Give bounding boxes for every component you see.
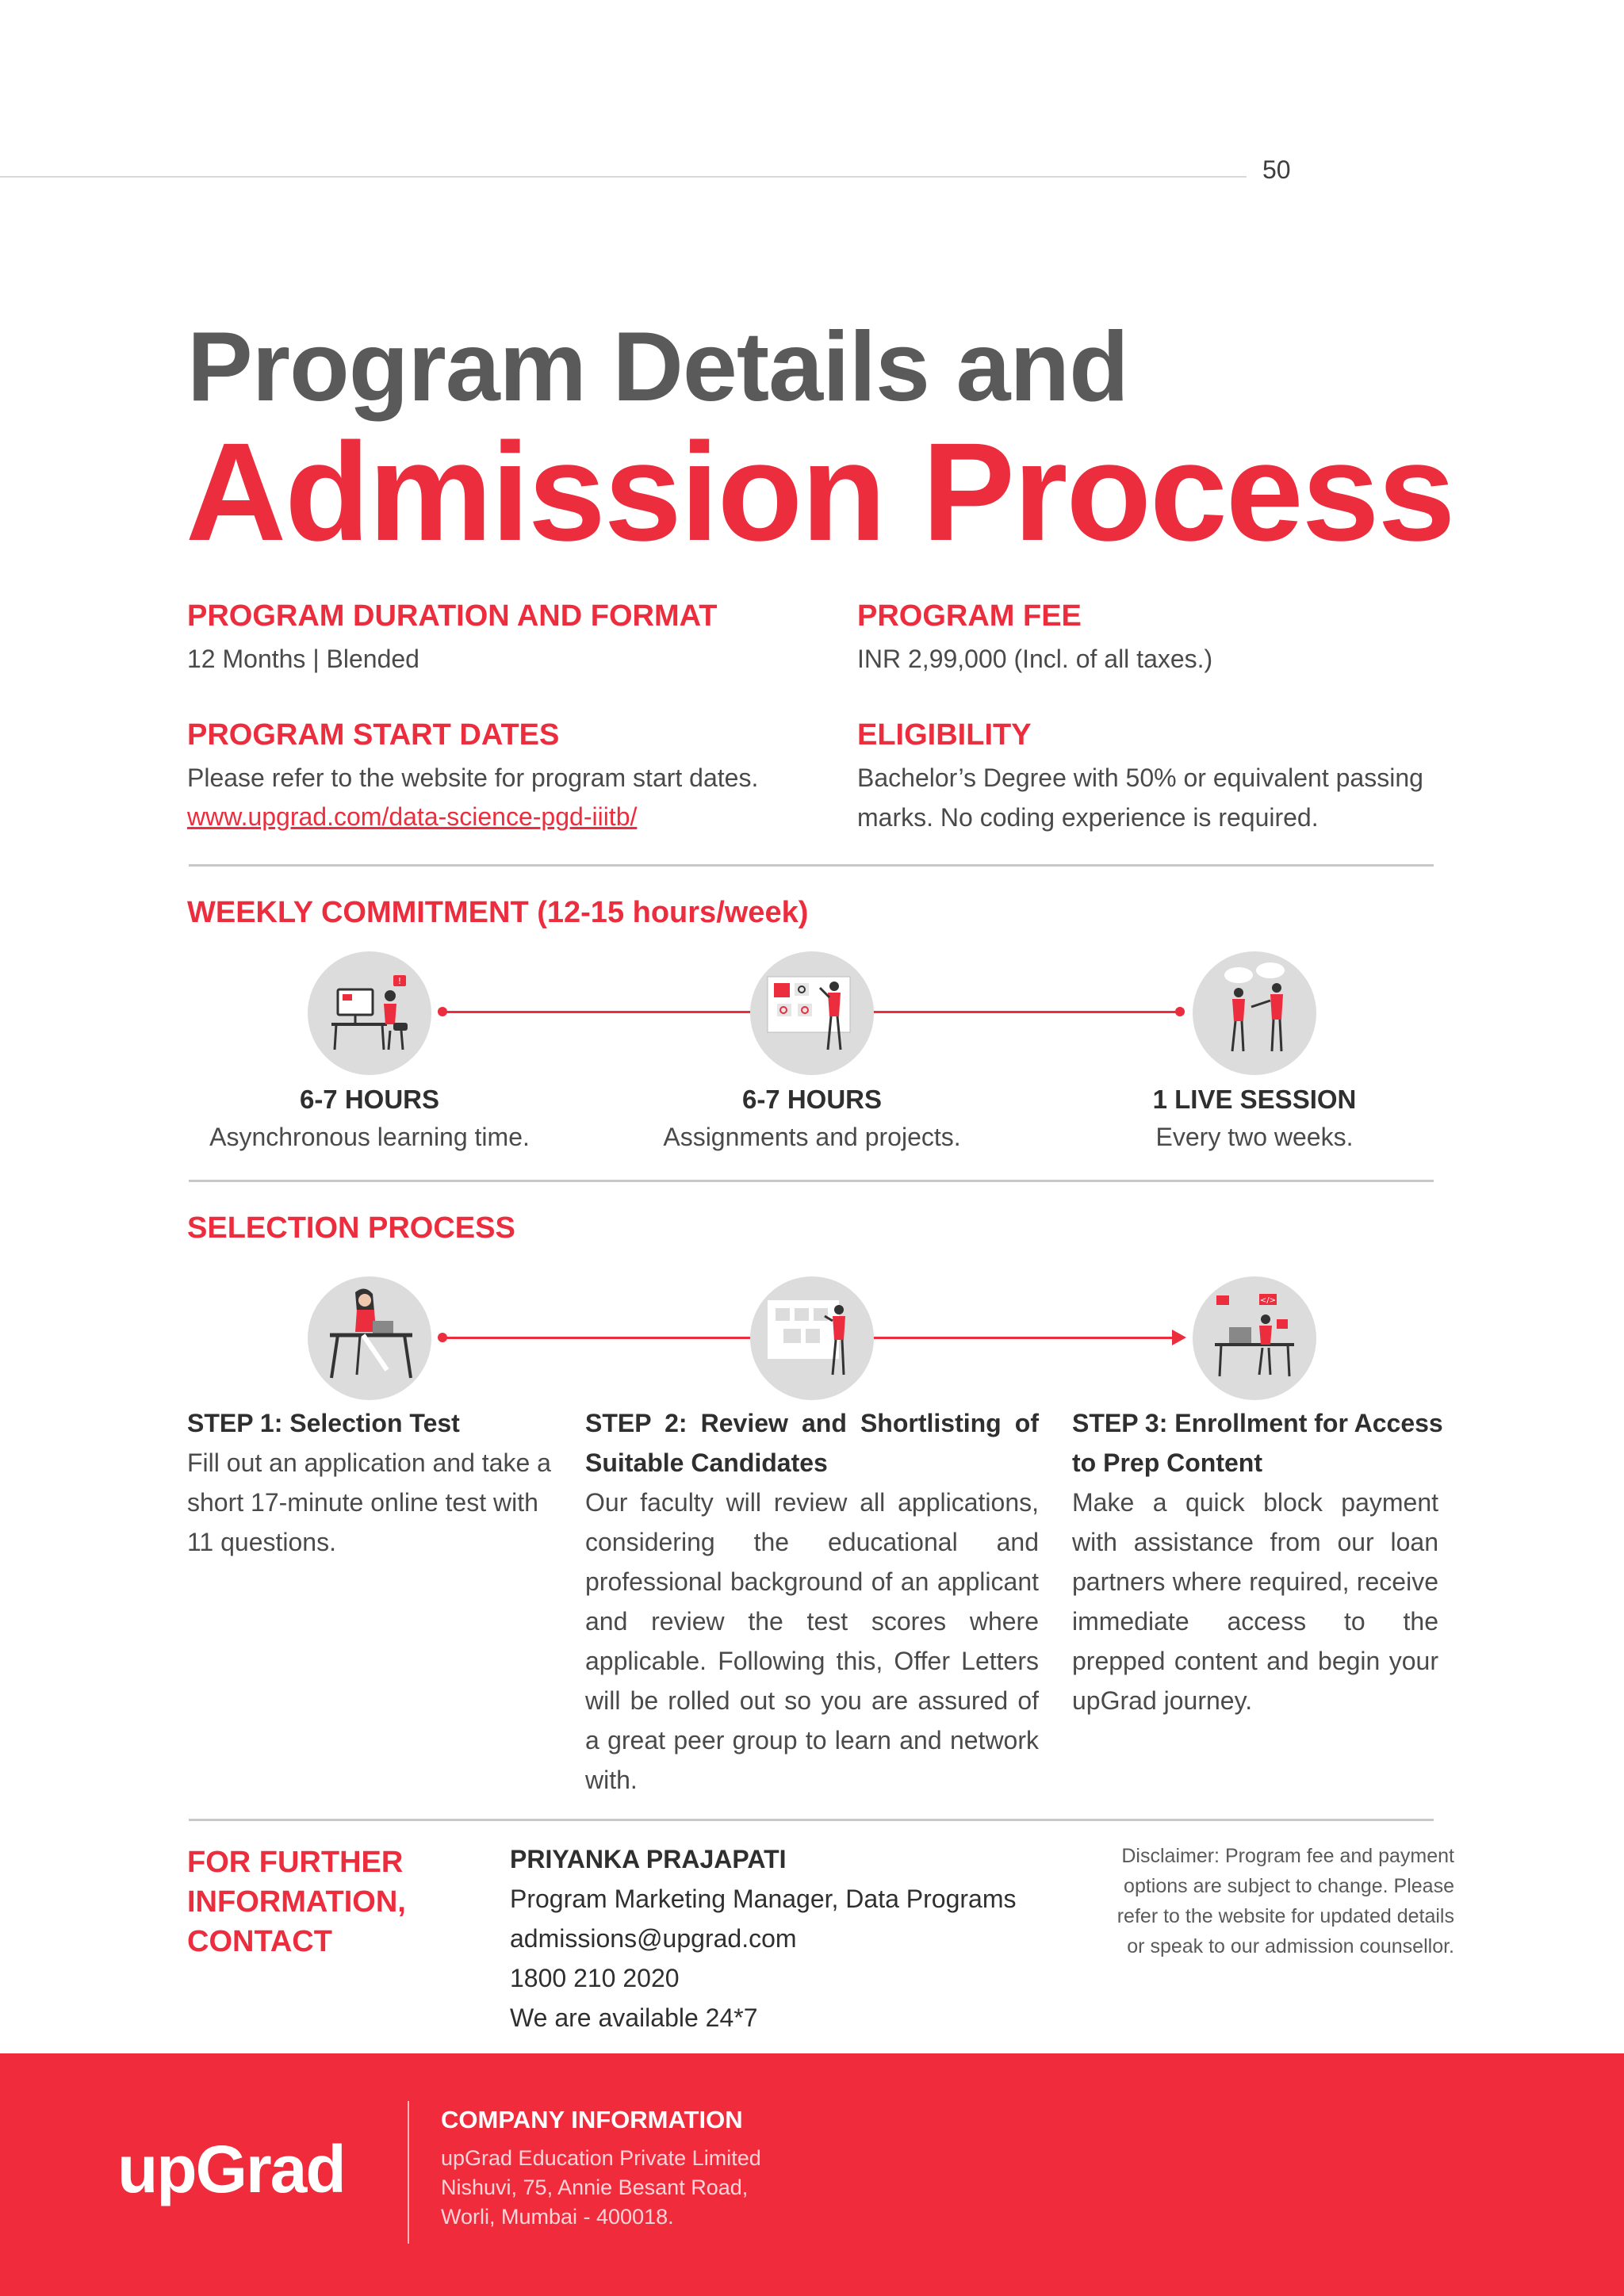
selection-connector-2 <box>872 1337 1175 1339</box>
weekly-item-2-title: 6-7 HOURS <box>741 1085 883 1114</box>
weekly-heading: WEEKLY COMMITMENT (12-15 hours/week) <box>187 896 809 929</box>
connector-dot <box>438 1333 447 1342</box>
step-1-title: STEP 1: Selection Test <box>187 1409 460 1437</box>
page-title-line-1: Program Details and <box>187 312 1128 422</box>
upgrad-logo: upGrad <box>117 2132 345 2206</box>
eligibility-heading: ELIGIBILITY <box>857 718 1032 752</box>
divider <box>189 1180 1434 1182</box>
arrow-head-icon <box>1172 1330 1186 1345</box>
weekly-connector-2 <box>872 1011 1180 1013</box>
header-rule <box>0 176 1247 178</box>
disclaimer-line: options are subject to change. Please <box>1124 1875 1454 1897</box>
person-coding-at-laptop-icon <box>1193 1276 1316 1400</box>
connector-dot <box>1175 1007 1185 1016</box>
disclaimer-line: Disclaimer: Program fee and payment <box>1121 1845 1454 1867</box>
eligibility-text: Bachelor’s Degree with 50% or equivalent passing marks. No coding experience is required. <box>857 763 1423 832</box>
contact-role: Program Marketing Manager, Data Programs <box>510 1885 1017 1913</box>
divider <box>189 1819 1434 1821</box>
connector-dot <box>438 1007 447 1016</box>
contact-email[interactable]: admissions@upgrad.com <box>510 1924 797 1953</box>
weekly-item-3-subtitle: Every two weeks. <box>1155 1123 1354 1151</box>
duration-text: 12 Months | Blended <box>187 645 419 673</box>
step-2-title: STEP 2: Review and Shortlisting of Suitable Candidates <box>585 1409 1039 1477</box>
person-with-board-icon <box>750 951 874 1075</box>
step-2-body: Our faculty will review all applications, considering the educational and professional background of an applicant and review the test scores where applicable. Following this, Offer Letters will be rolled out so you are assured of a great peer group to learn and network with. <box>585 1488 1039 1794</box>
page-title-line-2: Admission Process <box>186 415 1454 570</box>
svg-text:</>: </> <box>1259 1296 1277 1305</box>
contact-heading-line: FOR FURTHER <box>187 1846 404 1879</box>
program-link[interactable]: www.upgrad.com/data-science-pgd-iiitb/ <box>187 802 638 831</box>
divider <box>189 864 1434 867</box>
contact-availability: We are available 24*7 <box>510 2003 758 2032</box>
step-3-title: STEP 3: Enrollment for Access to Prep Content <box>1072 1409 1443 1477</box>
fee-text: INR 2,99,000 (Incl. of all taxes.) <box>857 645 1213 673</box>
start-dates-text: Please refer to the website for program start dates. <box>187 763 759 792</box>
disclaimer <box>1031 1841 1454 1961</box>
start-dates-heading: PROGRAM START DATES <box>187 718 560 752</box>
person-at-computer-icon <box>308 951 431 1075</box>
two-people-talking-icon <box>1193 951 1316 1075</box>
footer-divider <box>408 2101 409 2244</box>
weekly-connector-1 <box>442 1011 752 1013</box>
contact-phone[interactable]: 1800 210 2020 <box>510 1964 680 1992</box>
company-heading: COMPANY INFORMATION <box>441 2106 743 2133</box>
company-line: Worli, Mumbai - 400018. <box>441 2205 674 2229</box>
svg-text:!: ! <box>397 976 402 986</box>
weekly-item-2-subtitle: Assignments and projects. <box>663 1123 961 1151</box>
contact-details <box>510 1839 1016 2038</box>
selection-heading: SELECTION PROCESS <box>187 1211 515 1245</box>
contact-heading <box>187 1843 406 1961</box>
page-number: 50 <box>1262 155 1291 184</box>
weekly-item-3-title: 1 LIVE SESSION <box>1152 1085 1357 1114</box>
step-1-body: Fill out an application and take a short 17-minute online test with 11 questions. <box>187 1448 551 1556</box>
contact-name: PRIYANKA PRAJAPATI <box>510 1845 787 1873</box>
company-address <box>441 2144 761 2232</box>
fee-heading: PROGRAM FEE <box>857 599 1082 633</box>
company-line: upGrad Education Private Limited <box>441 2146 761 2170</box>
person-at-desk-icon <box>308 1276 431 1400</box>
weekly-item-1-title: 6-7 HOURS <box>299 1085 440 1114</box>
disclaimer-line: or speak to our admission counsellor. <box>1127 1935 1454 1957</box>
person-reviewing-board-icon <box>750 1276 874 1400</box>
selection-connector-1 <box>442 1337 752 1339</box>
disclaimer-line: refer to the website for updated details <box>1116 1905 1454 1927</box>
weekly-item-1-subtitle: Asynchronous learning time. <box>209 1123 530 1151</box>
step-3-body: Make a quick block payment with assistance from our loan partners where required, receive immediate access to the prepped content and begin your upGrad journey. <box>1072 1488 1438 1715</box>
contact-heading-line: INFORMATION, <box>187 1885 406 1919</box>
duration-heading: PROGRAM DURATION AND FORMAT <box>187 599 718 633</box>
contact-heading-line: CONTACT <box>187 1925 332 1958</box>
company-line: Nishuvi, 75, Annie Besant Road, <box>441 2175 749 2199</box>
